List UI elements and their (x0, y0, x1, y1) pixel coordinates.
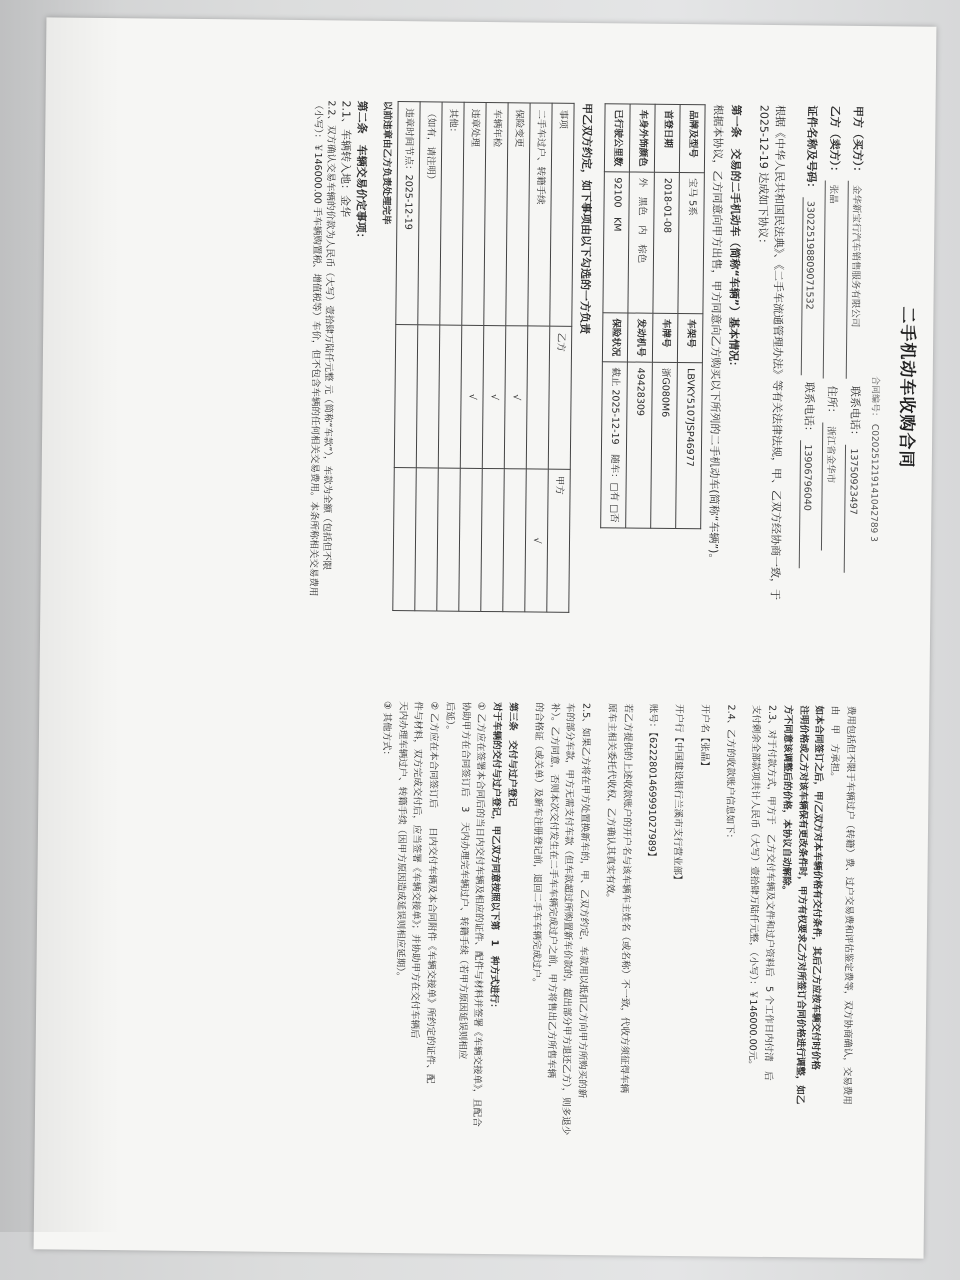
party-b-check (416, 325, 439, 468)
party-a-check: √ (525, 469, 548, 612)
right-column-line: ① 乙方应在签署本合同后的当日内交付车辆及相应的证件、配件与材料并签署《车辆交接单》，且配合 (471, 701, 487, 1127)
right-column-line: 第三条 交付与过户登记 (506, 702, 519, 807)
resp-header-party-b: 乙方 (548, 326, 571, 469)
vehicle-field-label: 发动机号 (627, 313, 653, 362)
party-b-check (394, 325, 417, 468)
article-1-title: 第一条 交易的二手机动车（简称“车辆”）基本情况： (726, 104, 743, 373)
article-1-text: 根据本协议，乙方同意向甲方出售，甲方同意向乙方购买以下所列的二手机动车(简称“车辆”)。 (706, 104, 725, 565)
id-row (798, 105, 820, 625)
right-column (374, 701, 859, 1206)
vehicle-field-value: 外 黑色 内 棕色 (628, 172, 654, 313)
party-a-check (437, 468, 460, 611)
responsibility-item: 二手车过户、转籍手续 (528, 103, 552, 326)
party-b-address-label: 住所： (825, 385, 839, 419)
right-column-line: 对于车辆的交付与过户登记，甲乙双方同意按照以下第 1 种方式进行： (488, 702, 503, 1013)
vehicle-table (600, 103, 705, 529)
right-column-line: 原车主相关委托代收权，乙方确认其真实有效。 (604, 703, 618, 903)
article-2-title: 第二条 车辆交易价定事项： (354, 100, 369, 244)
party-b-address: 浙江省金华市 (821, 422, 837, 550)
party-b-check: √ (504, 326, 527, 469)
party-a-check (459, 468, 482, 611)
resp-header-party-a: 甲方 (547, 469, 570, 612)
right-column-line: 2.5、如果乙方将在甲方处置换新车的，甲、乙双方约定，车款用以抵扣乙方向甲方所购买的新 (576, 703, 592, 1099)
party-b-phone-label: 联系电话： (802, 381, 817, 437)
right-column-line: 2.4、乙方的收款账户信息如下： (723, 704, 736, 844)
party-a-label: 甲方（买方）： (850, 105, 865, 178)
right-column-line: 2.3、对于付款方式，甲方于 乙方交付车辆及文件和过户资料后 5 个工作日内付清 后 (762, 704, 778, 1081)
contract-number (866, 376, 881, 542)
vehicle-field-value: 截止 2025-12-19 随车：□有 □否 (601, 362, 628, 528)
right-column-line: 协助甲方在合同签订后 3 天内办理完车辆过户、转籍手续（若甲方原因延误则相应 (456, 701, 472, 1060)
responsibility-item: 车辆年检 (484, 102, 508, 325)
party-a-name: 金华新宝行汽车销售服务有限公司 (846, 181, 863, 379)
party-b-check (438, 325, 461, 468)
vehicle-field-label: 首登日期 (654, 104, 680, 172)
right-column-line: 后延）。 (443, 701, 456, 735)
right-column-line: ③ 其他方式： (380, 700, 393, 761)
right-column-line: ② 乙方应在本合同签订后 日内交付车辆及本合同附件《车辆交接单》所约定的证件、配 (424, 701, 440, 1084)
vehicle-field-value: LBVKY5107JSP46977 (676, 363, 703, 529)
right-column-line: 方不同意该调整后的价格，本协议自动解除。 (780, 705, 794, 896)
right-column-line: 天内办理车辆过户、转籍手续（因甲方原因造成延误则相应延期）。 (394, 701, 408, 982)
party-a-phone: 13750923497 (844, 444, 860, 572)
resp-header-item: 事项 (550, 103, 574, 326)
vehicle-table-row (601, 104, 630, 528)
responsibility-item: 其他： (440, 102, 464, 325)
responsibility-item: （如有，请注明） (418, 102, 442, 325)
article-2-2: 2.2、双方确认交易车辆的价款为人民币（大写）壹拾肆万陆仟元整 元（简称“车款”），车款为全额（包括但不限 (321, 100, 337, 571)
responsibility-intro: 甲乙双方约定，如下事项由以下勾选的一方负责 (578, 102, 594, 335)
vehicle-field-label: 车牌号 (652, 313, 678, 362)
contract-paper (34, 17, 937, 1258)
contract-title: 二手机动车收购合同 (895, 306, 918, 469)
party-b-check: √ (482, 325, 505, 468)
vehicle-field-value: 2018-01-08 (653, 172, 679, 313)
right-column-line: 开户名【张晶】 (698, 704, 711, 771)
party-a-phone-label: 联系电话： (848, 385, 862, 441)
id-number: 330225198809071532 (800, 197, 817, 375)
right-column-line: 费用包括但不限于车辆过户（转籍）费、过户交易费和评估鉴定费等，双方协商确认，交易费用 (841, 705, 857, 1105)
right-column-line: 若乙方提供的上述收款账户的开户名与该车辆车主姓名（或名称）不一致，代收方须征得车辆 (617, 703, 633, 1094)
right-column-line: 支付剩余全部款项共计人民币（大写）壹拾肆万陆仟元整，（小写）：￥146000.00元。 (746, 704, 762, 1070)
vehicle-field-value: 宝马 5系 (678, 173, 704, 314)
responsibility-item: 违章处理 (462, 102, 486, 325)
vehicle-table-row (626, 104, 655, 528)
vehicle-table-row (651, 104, 680, 528)
right-column-line: 注明价格或乙方对该车辆保有更改条件时，甲方有权要求乙方对所签订合同价格进行调整，如乙 (793, 705, 810, 1105)
vehicle-field-label: 车架号 (677, 314, 703, 363)
intro-paragraph: 根据《中华人民共和国民法典》、《二手车流通管理办法》等有关法律法规，甲、乙双方经协商一致，于 2025-12-19 达成如下协议： (755, 104, 787, 601)
article-2-2-continued: （小写）：￥146000.00 手车辆购置税、增值税等）车价，但不包含车辆的任何相关交易费用。本条所称相关交易费用 (307, 100, 324, 597)
contract-number-label: 合同编号： (869, 376, 880, 422)
vehicle-table-row (676, 105, 705, 529)
party-b-row (821, 106, 843, 626)
party-a-check (415, 468, 438, 611)
vehicle-field-value: 浙G080M6 (651, 362, 678, 528)
right-column-line: 车的部分车款，甲方无需支付车款（但车款超过所购置新车价款的，超出部分甲方退还乙方），则多退少 (560, 702, 576, 1136)
vehicle-field-value: 49428309 (626, 362, 653, 528)
vehicle-field-value: 92100 KM (603, 172, 629, 313)
party-b-phone: 13906796040 (798, 440, 814, 568)
responsibility-item: 违章时间节点：2025-12-19 (396, 102, 420, 325)
vehicle-field-label: 品牌及型号 (679, 105, 705, 173)
responsibility-table (392, 101, 574, 613)
party-b-check: √ (460, 325, 483, 468)
contract-document (44, 37, 927, 1246)
party-a-check (393, 468, 416, 611)
responsibility-item: 保险变更 (506, 103, 530, 326)
responsibility-note: 以前违章由乙方负责处理完毕 (380, 100, 393, 225)
contract-number-value: C020251219141042789 3 (868, 423, 880, 542)
vehicle-field-label: 车身外饰颜色 (629, 104, 655, 172)
vehicle-field-label: 已行驶公里数 (604, 104, 630, 172)
id-label: 证件名称及号码： (805, 105, 820, 194)
vehicle-field-label: 保险状况 (602, 313, 628, 362)
article-2-1: 2.1、车辆转入地：金华 (338, 100, 353, 218)
party-a-check (503, 469, 526, 612)
left-column (305, 100, 866, 626)
party-b-label: 乙方（卖方）： (828, 105, 842, 178)
right-column-line: 补）。乙方同意，否则本次交付发生在二手车车辆完成过户之前，甲方将售出乙方所售车辆 (544, 702, 560, 1079)
right-column-line: 如本合同签订之后，甲/乙双方对本车辆价格有交付条件，其后乙方应按车辆交付时价格 (809, 705, 825, 1071)
right-column-line: 由 甲 方承担。 (828, 705, 841, 782)
party-a-row (843, 106, 865, 626)
right-column-line: 账号：【6222801469991027989】 (646, 703, 659, 862)
right-column-line: 件与材料，双方完成交付后，应当签署《车辆交接单》；并协助甲方在交付车辆后 (409, 701, 424, 1039)
right-column-line: 开户行【中国建设银行兰溪市支行营业部】 (671, 703, 685, 885)
party-b-name: 张晶 (823, 181, 840, 379)
party-b-check (526, 326, 549, 469)
right-column-line: 的合格证（或关单）及新车注册登记前，退回二手车车辆完成过户。 (530, 702, 545, 988)
party-a-check (481, 468, 504, 611)
